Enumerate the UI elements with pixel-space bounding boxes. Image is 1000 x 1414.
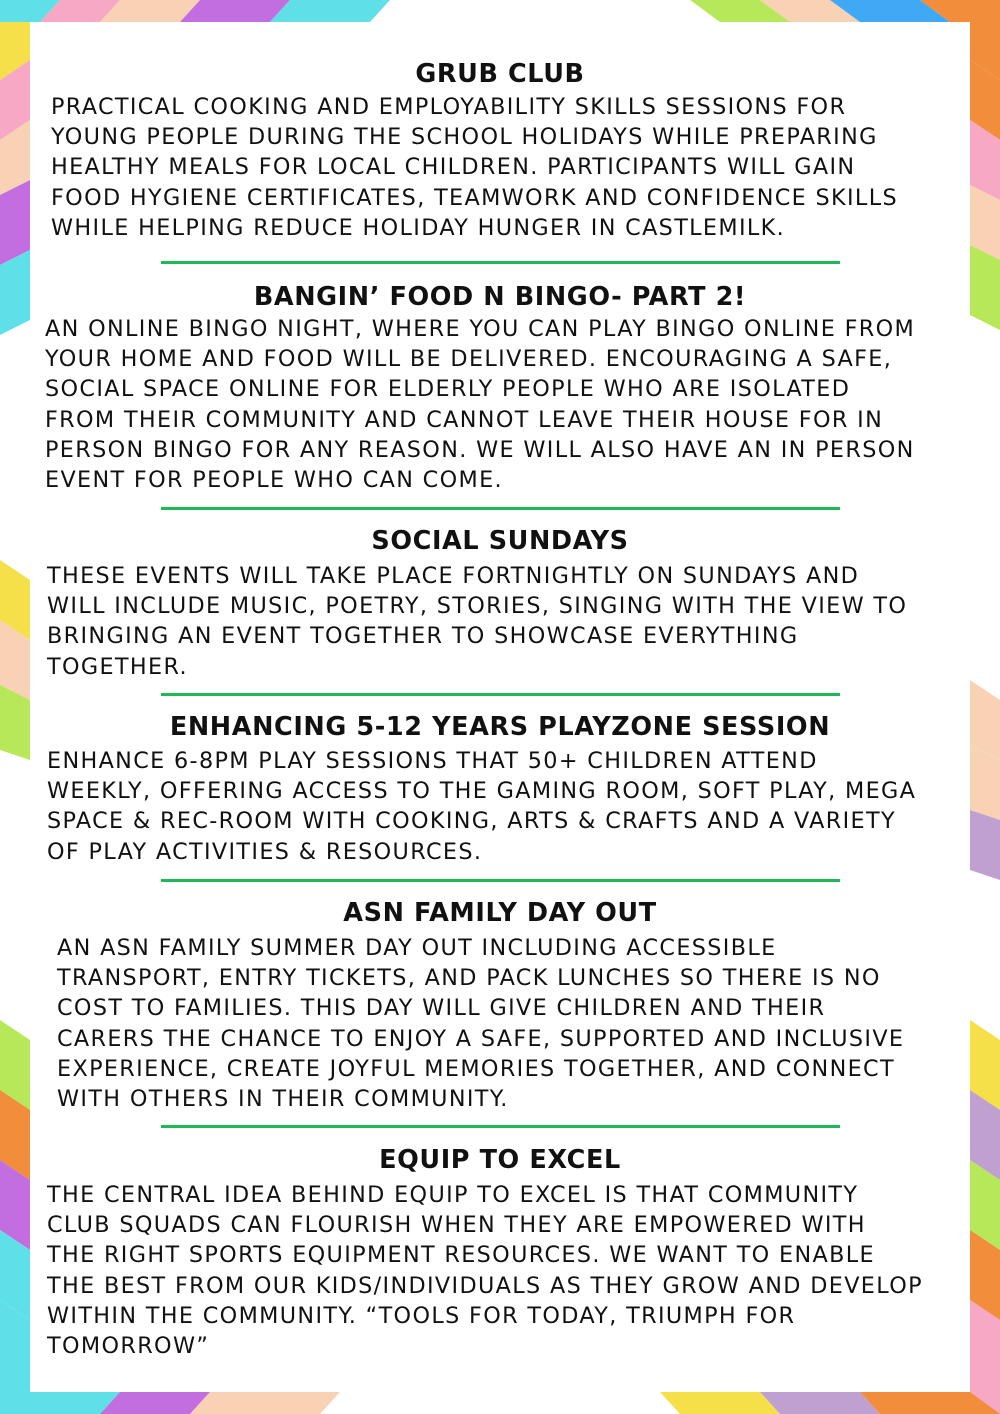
section-title-equip-to-excel: EQUIP TO EXCEL bbox=[379, 1145, 621, 1175]
section-title-asn-family-day-out: ASN FAMILY DAY OUT bbox=[343, 898, 657, 928]
section-divider bbox=[161, 261, 840, 264]
section-body-bingo: AN ONLINE BINGO NIGHT, WHERE YOU CAN PLAY BINGO ONLINE FROM YOUR HOME AND FOOD WILL BE DELIVERED. ENCOURAGING A SAFE, SOCIAL SPACE ONLINE FOR ELDERLY PEOPLE WHO ARE ISOLATED FROM THEIR COMMUNITY AND CANNOT LEAVE THEIR HOUSE FOR IN PERSON BINGO FOR ANY REASON. WE WILL ALSO HAVE AN IN PERSON EVENT FOR PEOPLE WHO CAN COME. bbox=[45, 316, 916, 494]
section-title-social-sundays: SOCIAL SUNDAYS bbox=[371, 526, 629, 556]
section-divider bbox=[161, 879, 840, 882]
section-body-playzone: ENHANCE 6-8PM PLAY SESSIONS THAT 50+ CHILDREN ATTEND WEEKLY, OFFERING ACCESS TO THE GAMING ROOM, SOFT PLAY, MEGA SPACE & REC-ROOM WITH COOKING, ARTS & CRAFTS AND A VARIETY OF PLAY ACTIVITIES & RESOURCES. bbox=[47, 748, 917, 865]
section-body-grub-club: PRACTICAL COOKING AND EMPLOYABILITY SKILLS SESSIONS FOR YOUNG PEOPLE DURING THE SCHOOL HOLIDAYS WHILE PREPARING HEALTHY MEALS FOR LOCAL CHILDREN. PARTICIPANTS WILL GAIN FOOD HYGIENE CERTIFICATES, TEAMWORK AND CONFIDENCE SKILLS WHILE HELPING REDUCE HOLIDAY HUNGER IN CASTLEMILK. bbox=[51, 94, 898, 241]
section-body-social-sundays: THESE EVENTS WILL TAKE PLACE FORTNIGHTLY ON SUNDAYS AND WILL INCLUDE MUSIC, POETRY, STORIES, SINGING WITH THE VIEW TO BRINGING AN EVENT TOGETHER TO SHOWCASE EVERYTHING TOGETHER. bbox=[47, 563, 908, 680]
section-divider bbox=[161, 507, 840, 510]
section-title-bingo: BANGIN’ FOOD N BINGO- PART 2! bbox=[253, 282, 747, 312]
section-divider bbox=[161, 1125, 840, 1128]
section-body-equip-to-excel: THE CENTRAL IDEA BEHIND EQUIP TO EXCEL IS THAT COMMUNITY CLUB SQUADS CAN FLOURISH WHEN THEY ARE EMPOWERED WITH THE RIGHT SPORTS EQUIPMENT RESOURCES. WE WANT TO ENABLE THE BEST FROM OUR KIDS/INDIVIDUALS AS THEY GROW AND DEVELOP WITHIN THE COMMUNITY. “TOOLS FOR TODAY, TRIUMPH FOR TOMORROW” bbox=[47, 1182, 923, 1360]
section-title-playzone: ENHANCING 5-12 YEARS PLAYZONE SESSION bbox=[169, 712, 831, 742]
section-divider bbox=[161, 693, 840, 696]
section-body-asn-family-day-out: AN ASN FAMILY SUMMER DAY OUT INCLUDING ACCESSIBLE TRANSPORT, ENTRY TICKETS, AND PACK LUNCHES SO THERE IS NO COST TO FAMILIES. THIS DAY WILL GIVE CHILDREN AND THEIR CARERS THE CHANCE TO ENJOY A SAFE, SUPPORTED AND INCLUSIVE EXPERIENCE, CREATE JOYFUL MEMORIES TOGETHER, AND CONNECT WITH OTHERS IN THEIR COMMUNITY. bbox=[57, 935, 905, 1113]
section-title-grub-club: GRUB CLUB bbox=[415, 59, 585, 89]
